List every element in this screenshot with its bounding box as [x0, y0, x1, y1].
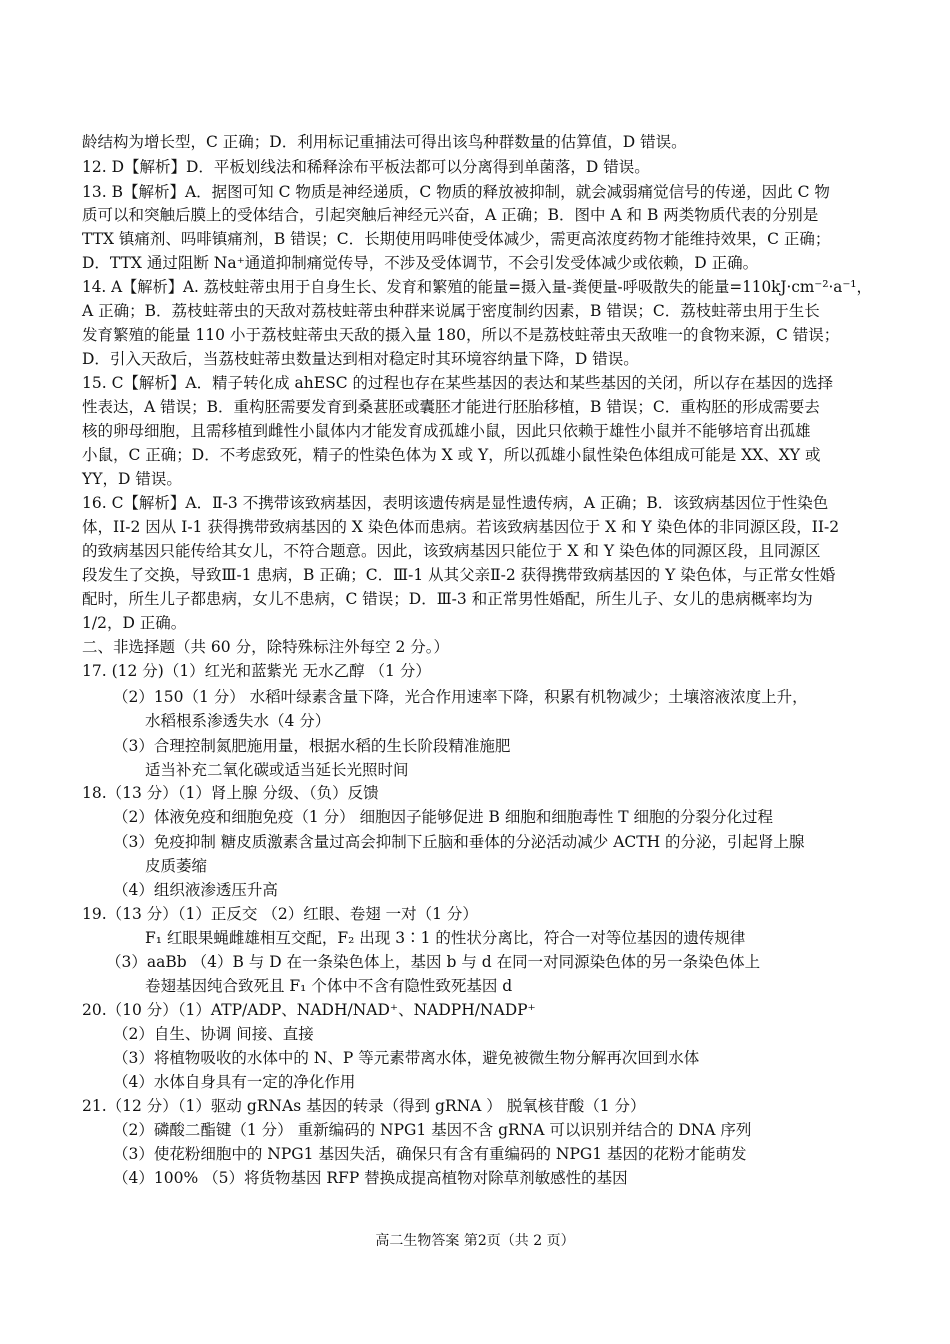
text-line: 小鼠，C 正确；D．不考虑致死，精子的性染色体为 X 或 Y，所以孤雄小鼠性染色体组成可能是 XX、XY 或 [82, 446, 821, 464]
text-line: 18.（13 分）（1）肾上腺 分级、（负）反馈 [82, 784, 379, 802]
text-line: 17. (12 分)（1）红光和蓝紫光 无水乙醇 （1 分） [82, 662, 431, 680]
text-line: 卷翅基因纯合致死且 F₁ 个体中不含有隐性致死基因 d [145, 977, 513, 995]
text-line: D．引入天敌后，当荔枝蛀蒂虫数量达到相对稳定时其环境容纳量下降，D 错误。 [82, 350, 639, 368]
text-line: D．TTX 通过阻断 Na⁺通道抑制痛觉传导，不涉及受体调节，不会引发受体减少或依赖，D 正确。 [82, 254, 759, 272]
text-line: A 正确；B．荔枝蛀蒂虫的天敌对荔枝蛀蒂虫种群来说属于密度制约因素，B 错误；C．荔枝蛀蒂虫用于生长 [82, 302, 820, 320]
text-line: 龄结构为增长型，C 正确；D．利用标记重捕法可得出该鸟种群数量的估算值，D 错误。 [82, 133, 687, 151]
text-line: （3）合理控制氮肥施用量，根据水稻的生长阶段精准施肥 [113, 737, 511, 755]
text-line: 质可以和突触后膜上的受体结合，引起突触后神经元兴奋，A 正确；B．图中 A 和 B 两类物质代表的分别是 [82, 206, 819, 224]
text-line: （2）150（1 分） 水稻叶绿素含量下降，光合作用速率下降，积累有机物减少；土壤溶液浓度上升， [113, 688, 808, 706]
text-line: 1/2，D 正确。 [82, 614, 187, 632]
text-line: 段发生了交换，导致Ⅲ-1 患病，B 正确；C．Ⅲ-1 从其父亲Ⅱ-2 获得携带致病基因的 Y 染色体，与正常女性婚 [82, 566, 836, 584]
text-line: （2）磷酸二酯键（1 分） 重新编码的 NPG1 基因不含 gRNA 可以识别并结合的 DNA 序列 [113, 1121, 752, 1139]
text-line: 21.（12 分）（1）驱动 gRNAs 基因的转录（得到 gRNA ） 脱氧核苷酸（1 分） [82, 1097, 646, 1115]
text-line: 12. D【解析】D．平板划线法和稀释涂布平板法都可以分离得到单菌落，D 错误。 [82, 158, 650, 176]
text-line: F₁ 红眼果蝇雌雄相互交配，F₂ 出现 3∶1 的性状分离比，符合一对等位基因的遗传规律 [145, 929, 746, 947]
section-heading: 二、非选择题（共 60 分，除特殊标注外每空 2 分。） [82, 638, 450, 656]
text-line: 19.（13 分）（1）正反交 （2）红眼、卷翅 一对（1 分） [82, 905, 478, 923]
text-line: 20.（10 分）（1）ATP/ADP、NADH/NAD⁺、NADPH/NADP⁺ [82, 1001, 536, 1019]
text-line: 体，II-2 因从 I-1 获得携带致病基因的 X 染色体而患病。若该致病基因位于 X 和 Y 染色体的非同源区段，II-2 [82, 518, 840, 536]
text-line: YY，D 错误。 [82, 470, 182, 488]
text-line: 核的卵母细胞，且需移植到雌性小鼠体内才能发育成孤雄小鼠，因此只依赖于雄性小鼠并不能够培育出孤雄 [82, 422, 811, 440]
text-line: TTX 镇痛剂、吗啡镇痛剂，B 错误；C．长期使用吗啡使受体减少，需更高浓度药物才能维持效果，C 正确； [82, 230, 831, 248]
text-line: 皮质萎缩 [145, 857, 208, 875]
text-line: （4）组织液渗透压升高 [113, 881, 278, 899]
text-line: 13. B【解析】A．据图可知 C 物质是神经递质，C 物质的释放被抑制，就会减弱痛觉信号的传递，因此 C 物 [82, 183, 830, 201]
text-line: 14. A【解析】A. 荔枝蛀蒂虫用于自身生长、发育和繁殖的能量=摄入量-粪便量-呼吸散失的能量=110kJ·cm⁻²·a⁻¹， [82, 278, 872, 296]
text-line: （4）100% （5）将货物基因 RFP 替换成提高植物对除草剂敏感性的基因 [113, 1169, 628, 1187]
text-line: （3）aaBb （4）B 与 D 在一条染色体上，基因 b 与 d 在同一对同源染色体的另一条染色体上 [106, 953, 761, 971]
text-line: 的致病基因只能传给其女儿，不符合题意。因此，该致病基因只能位于 X 和 Y 染色体的同源区段，且同源区 [82, 542, 821, 560]
text-line: （3）将植物吸收的水体中的 N、P 等元素带离水体，避免被微生物分解再次回到水体 [113, 1049, 700, 1067]
text-line: （2）自生、协调 间接、直接 [113, 1025, 314, 1043]
text-line: 15. C【解析】A．精子转化成 ahESC 的过程也存在某些基因的表达和某些基因的关闭，所以存在基因的选择 [82, 374, 834, 392]
text-line: （4）水体自身具有一定的净化作用 [113, 1073, 356, 1091]
text-line: 水稻根系渗透失水（4 分） [145, 712, 331, 730]
text-line: （3）使花粉细胞中的 NPG1 基因失活，确保只有含有重编码的 NPG1 基因的花粉才能萌发 [113, 1145, 747, 1163]
text-line: 性表达，A 错误；B．重构胚需要发育到桑葚胚或囊胚才能进行胚胎移植，B 错误；C．重构胚的形成需要去 [82, 398, 820, 416]
text-line: （2）体液免疫和细胞免疫（1 分） 细胞因子能够促进 B 细胞和细胞毒性 T 细胞的分裂分化过程 [113, 808, 774, 826]
text-line: 配时，所生儿子都患病，女儿不患病，C 错误；D．Ⅲ-3 和正常男性婚配，所生儿子、女儿的患病概率均为 [82, 590, 813, 608]
text-line: 发育繁殖的能量 110 小于荔枝蛀蒂虫天敌的摄入量 180，所以不是荔枝蛀蒂虫天敌唯一的食物来源，C 错误； [82, 326, 840, 344]
text-line: 适当补充二氧化碳或适当延长光照时间 [145, 761, 409, 779]
page-footer: 高二生物答案 第2页（共 2 页） [375, 1233, 575, 1249]
text-line: （3）免疫抑制 糖皮质激素含量过高会抑制下丘脑和垂体的分泌活动减少 ACTH 的分泌，引起肾上腺 [113, 833, 805, 851]
text-line: 16. C【解析】A．Ⅱ-3 不携带该致病基因，表明该遗传病是显性遗传病，A 正确；B．该致病基因位于性染色 [82, 494, 829, 512]
